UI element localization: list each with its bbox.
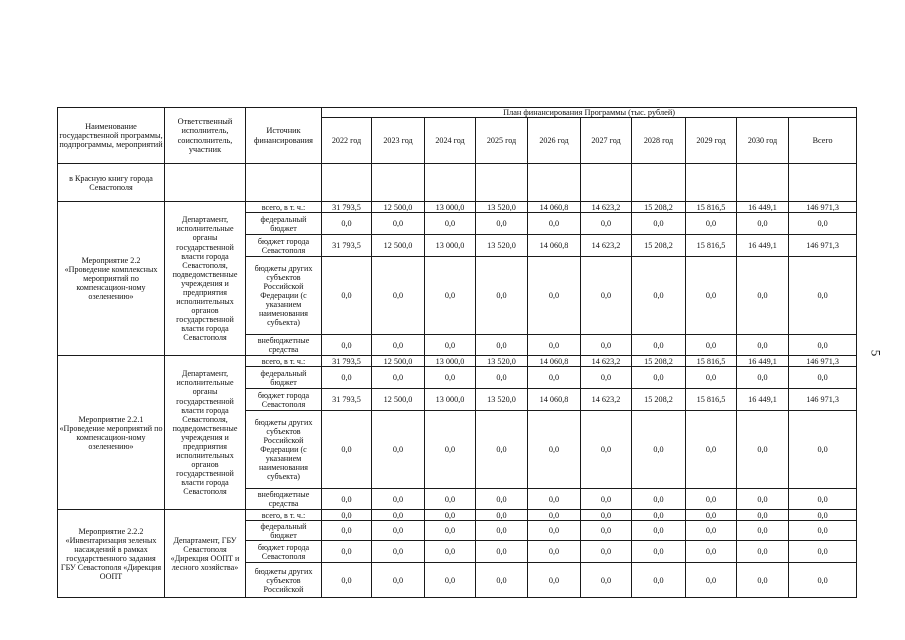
value-cell: 0,0 bbox=[737, 541, 789, 563]
value-cell: 0,0 bbox=[476, 541, 528, 563]
value-cell: 0,0 bbox=[581, 411, 632, 489]
page-number: 5 bbox=[868, 349, 884, 357]
header-year: 2026 год bbox=[528, 118, 581, 164]
value-cell: 0,0 bbox=[737, 257, 789, 335]
value-cell: 14 623,2 bbox=[581, 356, 632, 367]
value-cell: 16 449,1 bbox=[737, 202, 789, 213]
header-year: 2023 год bbox=[372, 118, 425, 164]
value-cell: 0,0 bbox=[425, 213, 476, 235]
value-cell: 0,0 bbox=[737, 563, 789, 598]
value-cell: 0,0 bbox=[372, 411, 425, 489]
header-year: 2025 год bbox=[476, 118, 528, 164]
continuation-name: в Красную книгу города Севастополя bbox=[58, 164, 165, 202]
value-cell: 0,0 bbox=[425, 335, 476, 356]
value-cell: 0,0 bbox=[372, 510, 425, 521]
value-cell: 0,0 bbox=[632, 510, 686, 521]
funding-source: всего, в т. ч.: bbox=[246, 510, 322, 521]
value-cell: 0,0 bbox=[528, 541, 581, 563]
value-cell: 14 623,2 bbox=[581, 202, 632, 213]
value-cell: 0,0 bbox=[322, 213, 372, 235]
value-cell: 0,0 bbox=[528, 335, 581, 356]
measure-name: Мероприятие 2.2 «Проведение комплексных мероприятий по компенсацион-ному озеленению» bbox=[58, 202, 165, 356]
empty-cell bbox=[581, 164, 632, 202]
value-cell: 0,0 bbox=[686, 521, 737, 541]
value-cell: 0,0 bbox=[476, 510, 528, 521]
value-cell: 0,0 bbox=[686, 213, 737, 235]
value-cell: 14 060,8 bbox=[528, 356, 581, 367]
value-cell: 0,0 bbox=[528, 257, 581, 335]
value-cell: 0,0 bbox=[632, 367, 686, 389]
value-cell: 16 449,1 bbox=[737, 356, 789, 367]
value-cell: 0,0 bbox=[322, 541, 372, 563]
financing-table bbox=[57, 107, 857, 598]
value-cell: 31 793,5 bbox=[322, 202, 372, 213]
value-cell: 14 060,8 bbox=[528, 235, 581, 257]
header-year: 2027 год bbox=[581, 118, 632, 164]
header-year: 2029 год bbox=[686, 118, 737, 164]
table-row bbox=[58, 510, 857, 521]
value-cell: 0,0 bbox=[789, 489, 857, 510]
value-cell: 13 000,0 bbox=[425, 356, 476, 367]
value-cell: 13 000,0 bbox=[425, 235, 476, 257]
value-cell: 0,0 bbox=[789, 510, 857, 521]
value-cell: 0,0 bbox=[737, 213, 789, 235]
value-cell: 0,0 bbox=[476, 335, 528, 356]
value-cell: 0,0 bbox=[737, 510, 789, 521]
value-cell: 0,0 bbox=[322, 521, 372, 541]
value-cell: 0,0 bbox=[632, 521, 686, 541]
value-cell: 0,0 bbox=[737, 521, 789, 541]
empty-cell bbox=[789, 164, 857, 202]
value-cell: 146 971,3 bbox=[789, 202, 857, 213]
value-cell: 0,0 bbox=[686, 335, 737, 356]
value-cell: 0,0 bbox=[789, 257, 857, 335]
value-cell: 0,0 bbox=[322, 411, 372, 489]
value-cell: 0,0 bbox=[789, 213, 857, 235]
value-cell: 0,0 bbox=[581, 541, 632, 563]
value-cell: 16 449,1 bbox=[737, 389, 789, 411]
value-cell: 0,0 bbox=[528, 367, 581, 389]
executor: Департамент, ГБУ Севастополя «Дирекция ООПТ и лесного хозяйства» bbox=[165, 510, 246, 598]
value-cell: 0,0 bbox=[789, 335, 857, 356]
value-cell: 15 208,2 bbox=[632, 235, 686, 257]
value-cell: 16 449,1 bbox=[737, 235, 789, 257]
value-cell: 0,0 bbox=[528, 510, 581, 521]
empty-cell bbox=[322, 164, 372, 202]
value-cell: 0,0 bbox=[372, 521, 425, 541]
header-year: 2028 год bbox=[632, 118, 686, 164]
value-cell: 0,0 bbox=[581, 563, 632, 598]
value-cell: 0,0 bbox=[737, 335, 789, 356]
empty-cell bbox=[165, 164, 246, 202]
value-cell: 0,0 bbox=[581, 335, 632, 356]
value-cell: 12 500,0 bbox=[372, 202, 425, 213]
value-cell: 15 816,5 bbox=[686, 235, 737, 257]
value-cell: 0,0 bbox=[632, 541, 686, 563]
value-cell: 0,0 bbox=[581, 521, 632, 541]
value-cell: 0,0 bbox=[632, 213, 686, 235]
value-cell: 13 000,0 bbox=[425, 389, 476, 411]
value-cell: 0,0 bbox=[528, 563, 581, 598]
value-cell: 0,0 bbox=[789, 521, 857, 541]
value-cell: 12 500,0 bbox=[372, 356, 425, 367]
value-cell: 0,0 bbox=[581, 489, 632, 510]
value-cell: 0,0 bbox=[476, 521, 528, 541]
empty-cell bbox=[528, 164, 581, 202]
empty-cell bbox=[246, 164, 322, 202]
value-cell: 0,0 bbox=[322, 367, 372, 389]
value-cell: 0,0 bbox=[686, 510, 737, 521]
value-cell: 0,0 bbox=[425, 510, 476, 521]
header-plan: План финансирования Программы (тыс. рублей) bbox=[322, 108, 857, 118]
table-row bbox=[58, 202, 857, 213]
value-cell: 0,0 bbox=[425, 521, 476, 541]
value-cell: 0,0 bbox=[632, 563, 686, 598]
funding-source: всего, в т. ч.: bbox=[246, 356, 322, 367]
value-cell: 0,0 bbox=[632, 411, 686, 489]
header-year: 2024 год bbox=[425, 118, 476, 164]
value-cell: 0,0 bbox=[789, 563, 857, 598]
value-cell: 0,0 bbox=[322, 257, 372, 335]
value-cell: 0,0 bbox=[372, 213, 425, 235]
value-cell: 13 520,0 bbox=[476, 356, 528, 367]
executor: Департамент, исполнительные органы государственной власти города Севастополя, подведомственные учреждения и предприятия исполнительных органов государственной власти города Севастополя bbox=[165, 356, 246, 510]
empty-cell bbox=[632, 164, 686, 202]
value-cell: 13 520,0 bbox=[476, 202, 528, 213]
value-cell: 0,0 bbox=[476, 489, 528, 510]
value-cell: 0,0 bbox=[372, 257, 425, 335]
table-row bbox=[58, 356, 857, 367]
value-cell: 0,0 bbox=[372, 335, 425, 356]
value-cell: 0,0 bbox=[322, 510, 372, 521]
measure-name: Мероприятие 2.2.1 «Проведение мероприятий по компенсацион-ному озеленению» bbox=[58, 356, 165, 510]
value-cell: 146 971,3 bbox=[789, 389, 857, 411]
value-cell: 0,0 bbox=[425, 257, 476, 335]
value-cell: 0,0 bbox=[425, 541, 476, 563]
value-cell: 146 971,3 bbox=[789, 356, 857, 367]
value-cell: 13 520,0 bbox=[476, 235, 528, 257]
header-year: Всего bbox=[789, 118, 857, 164]
value-cell: 0,0 bbox=[686, 563, 737, 598]
value-cell: 0,0 bbox=[632, 257, 686, 335]
funding-source: бюджеты других субъектов Российской Федерации (с указанием наименования субъекта) bbox=[246, 257, 322, 335]
value-cell: 12 500,0 bbox=[372, 235, 425, 257]
value-cell: 0,0 bbox=[686, 367, 737, 389]
value-cell: 0,0 bbox=[581, 257, 632, 335]
value-cell: 0,0 bbox=[686, 411, 737, 489]
value-cell: 0,0 bbox=[372, 541, 425, 563]
value-cell: 0,0 bbox=[686, 541, 737, 563]
funding-source: бюджеты других субъектов Российской Федерации (с указанием наименования субъекта) bbox=[246, 411, 322, 489]
value-cell: 0,0 bbox=[476, 411, 528, 489]
value-cell: 0,0 bbox=[372, 367, 425, 389]
header-row-top bbox=[58, 108, 857, 118]
value-cell: 0,0 bbox=[581, 510, 632, 521]
empty-cell bbox=[737, 164, 789, 202]
value-cell: 14 060,8 bbox=[528, 202, 581, 213]
value-cell: 0,0 bbox=[476, 213, 528, 235]
funding-source: федеральный бюджет bbox=[246, 213, 322, 235]
value-cell: 0,0 bbox=[322, 335, 372, 356]
empty-cell bbox=[686, 164, 737, 202]
value-cell: 0,0 bbox=[632, 335, 686, 356]
value-cell: 0,0 bbox=[425, 489, 476, 510]
value-cell: 31 793,5 bbox=[322, 235, 372, 257]
value-cell: 0,0 bbox=[372, 489, 425, 510]
value-cell: 0,0 bbox=[632, 489, 686, 510]
value-cell: 0,0 bbox=[789, 541, 857, 563]
value-cell: 15 816,5 bbox=[686, 389, 737, 411]
header-executor: Ответственный исполнитель, соисполнитель, участник bbox=[165, 108, 246, 164]
value-cell: 0,0 bbox=[425, 367, 476, 389]
value-cell: 31 793,5 bbox=[322, 356, 372, 367]
header-source: Источник финансирования bbox=[246, 108, 322, 164]
value-cell: 15 816,5 bbox=[686, 202, 737, 213]
value-cell: 0,0 bbox=[737, 489, 789, 510]
executor: Департамент, исполнительные органы государственной власти города Севастополя, подведомственные учреждения и предприятия исполнительных органов государственной власти города Севастополя bbox=[165, 202, 246, 356]
value-cell: 15 816,5 bbox=[686, 356, 737, 367]
value-cell: 0,0 bbox=[528, 411, 581, 489]
value-cell: 15 208,2 bbox=[632, 356, 686, 367]
value-cell: 146 971,3 bbox=[789, 235, 857, 257]
funding-source: бюджет города Севастополя bbox=[246, 389, 322, 411]
value-cell: 0,0 bbox=[476, 563, 528, 598]
value-cell: 0,0 bbox=[425, 411, 476, 489]
funding-source: всего, в т. ч.: bbox=[246, 202, 322, 213]
value-cell: 0,0 bbox=[581, 213, 632, 235]
value-cell: 0,0 bbox=[528, 489, 581, 510]
empty-cell bbox=[476, 164, 528, 202]
value-cell: 0,0 bbox=[322, 489, 372, 510]
value-cell: 15 208,2 bbox=[632, 389, 686, 411]
value-cell: 0,0 bbox=[372, 563, 425, 598]
value-cell: 15 208,2 bbox=[632, 202, 686, 213]
value-cell: 0,0 bbox=[686, 257, 737, 335]
measure-name: Мероприятие 2.2.2 «Инвентаризация зеленых насаждений в рамках государственного задания ГБУ Севастополя «Дирекция ООПТ bbox=[58, 510, 165, 598]
value-cell: 0,0 bbox=[581, 367, 632, 389]
value-cell: 0,0 bbox=[789, 411, 857, 489]
value-cell: 0,0 bbox=[476, 257, 528, 335]
value-cell: 14 623,2 bbox=[581, 235, 632, 257]
value-cell: 13 520,0 bbox=[476, 389, 528, 411]
value-cell: 0,0 bbox=[789, 367, 857, 389]
header-year: 2022 год bbox=[322, 118, 372, 164]
value-cell: 0,0 bbox=[737, 367, 789, 389]
funding-source: бюджет города Севастополя bbox=[246, 541, 322, 563]
empty-cell bbox=[425, 164, 476, 202]
continuation-row bbox=[58, 164, 857, 202]
header-year: 2030 год bbox=[737, 118, 789, 164]
value-cell: 0,0 bbox=[476, 367, 528, 389]
funding-source: бюджет города Севастополя bbox=[246, 235, 322, 257]
value-cell: 0,0 bbox=[528, 213, 581, 235]
value-cell: 12 500,0 bbox=[372, 389, 425, 411]
value-cell: 14 060,8 bbox=[528, 389, 581, 411]
header-name: Наименование государственной программы, подпрограммы, мероприятий bbox=[58, 108, 165, 164]
funding-source: федеральный бюджет bbox=[246, 367, 322, 389]
funding-source: федеральный бюджет bbox=[246, 521, 322, 541]
value-cell: 0,0 bbox=[322, 563, 372, 598]
funding-source: внебюджетные средства bbox=[246, 335, 322, 356]
value-cell: 0,0 bbox=[686, 489, 737, 510]
empty-cell bbox=[372, 164, 425, 202]
funding-source: внебюджетные средства bbox=[246, 489, 322, 510]
value-cell: 0,0 bbox=[425, 563, 476, 598]
value-cell: 13 000,0 bbox=[425, 202, 476, 213]
value-cell: 0,0 bbox=[737, 411, 789, 489]
value-cell: 0,0 bbox=[528, 521, 581, 541]
value-cell: 14 623,2 bbox=[581, 389, 632, 411]
value-cell: 31 793,5 bbox=[322, 389, 372, 411]
funding-source: бюджеты других субъектов Российской bbox=[246, 563, 322, 598]
